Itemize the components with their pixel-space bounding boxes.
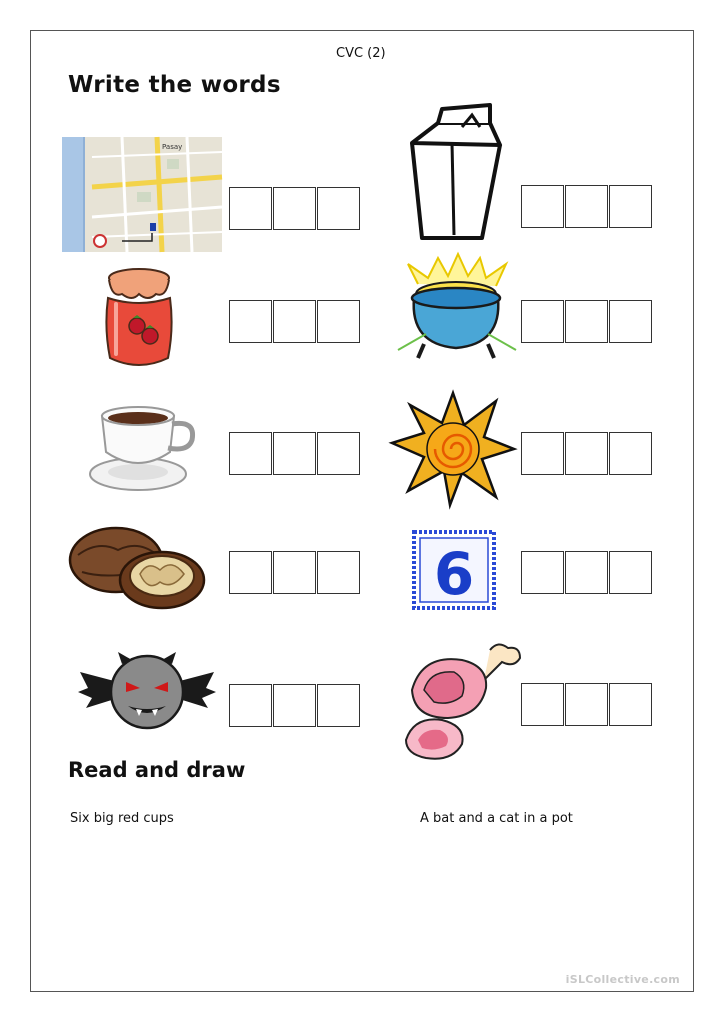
- worksheet-subtitle: CVC (2): [336, 46, 386, 61]
- letter-box[interactable]: [273, 187, 316, 230]
- letter-box[interactable]: [609, 551, 652, 594]
- letter-box[interactable]: [317, 551, 360, 594]
- letter-boxes-map[interactable]: [229, 187, 361, 230]
- letter-boxes-bin[interactable]: [521, 185, 653, 228]
- letter-box[interactable]: [229, 300, 272, 343]
- sentence-bat-cat-pot: A bat and a cat in a pot: [420, 811, 573, 826]
- heading-write-the-words: Write the words: [68, 72, 281, 98]
- six-icon: [412, 530, 496, 610]
- sun-icon: [392, 393, 514, 505]
- letter-box[interactable]: [521, 551, 564, 594]
- letter-box[interactable]: [565, 551, 608, 594]
- bat-icon: [78, 652, 216, 734]
- letter-box[interactable]: [565, 300, 608, 343]
- nut-icon: [68, 520, 208, 612]
- heading-read-and-draw: Read and draw: [68, 758, 246, 782]
- letter-box[interactable]: [317, 432, 360, 475]
- letter-box[interactable]: [521, 432, 564, 475]
- letter-box[interactable]: [521, 683, 564, 726]
- letter-box[interactable]: [317, 187, 360, 230]
- pot-icon: [398, 254, 516, 362]
- letter-box[interactable]: [521, 300, 564, 343]
- letter-box[interactable]: [273, 300, 316, 343]
- letter-boxes-jam[interactable]: [229, 300, 361, 343]
- cup-icon: [88, 402, 200, 496]
- jam-icon: [102, 268, 176, 370]
- bin-icon: [402, 103, 504, 243]
- letter-box[interactable]: [229, 432, 272, 475]
- letter-box[interactable]: [229, 684, 272, 727]
- map-label: Pasay: [162, 143, 183, 151]
- map-icon: [62, 137, 222, 252]
- letter-box[interactable]: [273, 432, 316, 475]
- letter-box[interactable]: [609, 432, 652, 475]
- sentence-six-big-red-cups: Six big red cups: [70, 811, 174, 826]
- letter-box[interactable]: [609, 300, 652, 343]
- letter-box[interactable]: [609, 185, 652, 228]
- ham-icon: [402, 640, 526, 762]
- letter-box[interactable]: [565, 432, 608, 475]
- letter-boxes-ham[interactable]: [521, 683, 653, 726]
- letter-box[interactable]: [229, 551, 272, 594]
- letter-box[interactable]: [229, 187, 272, 230]
- letter-box[interactable]: [317, 684, 360, 727]
- letter-box[interactable]: [521, 185, 564, 228]
- letter-box[interactable]: [565, 683, 608, 726]
- letter-box[interactable]: [273, 684, 316, 727]
- letter-boxes-sun[interactable]: [521, 432, 653, 475]
- letter-box[interactable]: [609, 683, 652, 726]
- letter-boxes-cup[interactable]: [229, 432, 361, 475]
- watermark: iSLCollective.com: [565, 973, 680, 986]
- letter-boxes-nut[interactable]: [229, 551, 361, 594]
- letter-box[interactable]: [317, 300, 360, 343]
- letter-box[interactable]: [273, 551, 316, 594]
- letter-boxes-pot[interactable]: [521, 300, 653, 343]
- letter-box[interactable]: [565, 185, 608, 228]
- letter-boxes-bat[interactable]: [229, 684, 361, 727]
- six-label: 6: [433, 540, 475, 608]
- letter-boxes-six[interactable]: [521, 551, 653, 594]
